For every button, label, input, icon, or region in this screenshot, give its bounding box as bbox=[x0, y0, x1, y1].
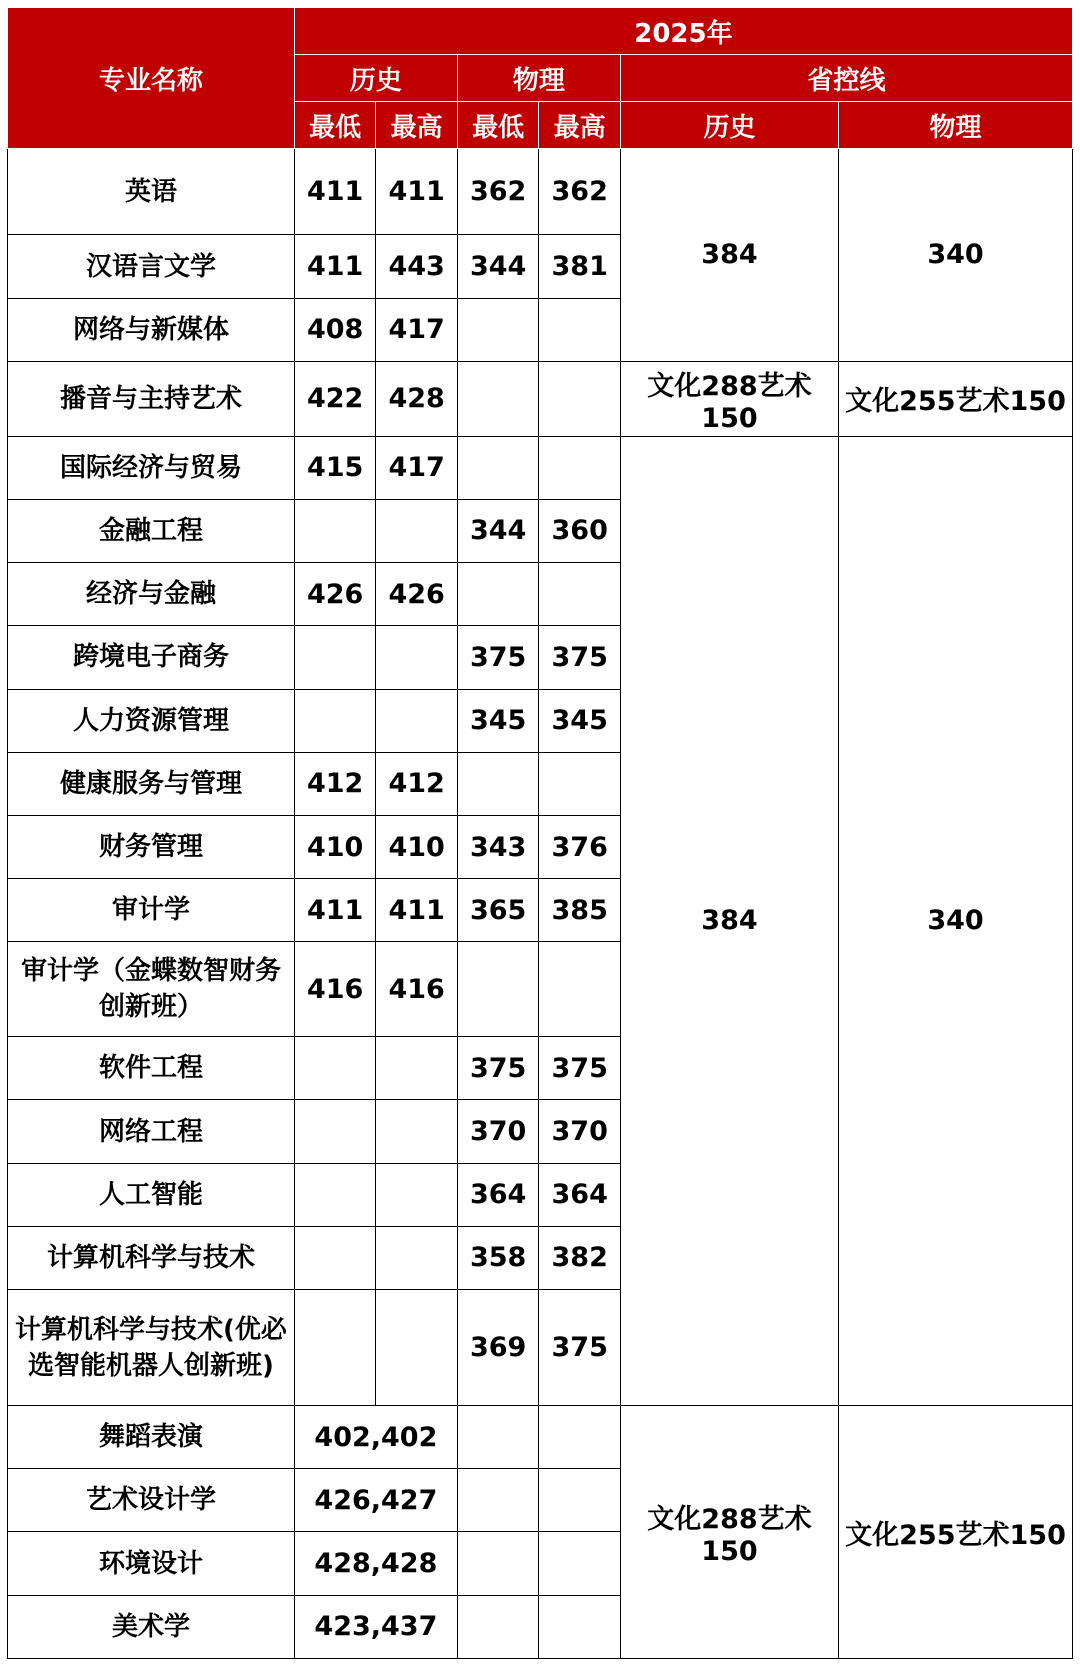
header-physics: 物理 bbox=[457, 55, 620, 102]
history-max: 443 bbox=[376, 235, 458, 298]
history-max: 417 bbox=[376, 298, 458, 361]
physics-min: 344 bbox=[457, 235, 539, 298]
history-max bbox=[376, 626, 458, 689]
history-max bbox=[376, 689, 458, 752]
major-name: 舞蹈表演 bbox=[8, 1406, 295, 1469]
history-scores: 428,428 bbox=[294, 1532, 457, 1595]
major-name: 网络与新媒体 bbox=[8, 298, 295, 361]
history-scores: 402,402 bbox=[294, 1406, 457, 1469]
major-name: 审计学（金蝶数智财务创新班） bbox=[8, 942, 295, 1037]
history-max bbox=[376, 1163, 458, 1226]
history-max: 417 bbox=[376, 436, 458, 499]
physics-max: 364 bbox=[539, 1163, 621, 1226]
history-min bbox=[294, 1100, 376, 1163]
history-max: 426 bbox=[376, 563, 458, 626]
control-history: 384 bbox=[620, 436, 838, 1405]
table-header bbox=[8, 8, 1073, 149]
control-history: 文化288艺术150 bbox=[620, 1406, 838, 1659]
physics-max: 385 bbox=[539, 879, 621, 942]
history-min: 411 bbox=[294, 149, 376, 235]
control-history: 文化288艺术150 bbox=[620, 361, 838, 436]
history-max: 428 bbox=[376, 361, 458, 436]
physics-min: 369 bbox=[457, 1290, 539, 1406]
physics-max bbox=[539, 1469, 621, 1532]
physics-min: 358 bbox=[457, 1226, 539, 1289]
physics-max: 370 bbox=[539, 1100, 621, 1163]
header-year: 2025年 bbox=[294, 8, 1072, 55]
physics-max bbox=[539, 436, 621, 499]
history-scores: 426,427 bbox=[294, 1469, 457, 1532]
table-row bbox=[8, 1406, 1073, 1469]
physics-max bbox=[539, 1406, 621, 1469]
major-name: 英语 bbox=[8, 149, 295, 235]
physics-min: 375 bbox=[457, 626, 539, 689]
major-name: 跨境电子商务 bbox=[8, 626, 295, 689]
major-name: 财务管理 bbox=[8, 815, 295, 878]
history-max bbox=[376, 1290, 458, 1406]
physics-min: 375 bbox=[457, 1037, 539, 1100]
physics-min bbox=[457, 1469, 539, 1532]
history-max bbox=[376, 1037, 458, 1100]
table-row bbox=[8, 361, 1073, 436]
major-name: 健康服务与管理 bbox=[8, 752, 295, 815]
physics-min bbox=[457, 298, 539, 361]
table-body bbox=[8, 149, 1073, 1659]
physics-max bbox=[539, 1595, 621, 1658]
history-min: 416 bbox=[294, 942, 376, 1037]
history-max bbox=[376, 1100, 458, 1163]
physics-min bbox=[457, 1595, 539, 1658]
history-min bbox=[294, 499, 376, 562]
physics-min: 344 bbox=[457, 499, 539, 562]
physics-max: 381 bbox=[539, 235, 621, 298]
physics-max bbox=[539, 361, 621, 436]
major-name: 美术学 bbox=[8, 1595, 295, 1658]
major-name: 经济与金融 bbox=[8, 563, 295, 626]
history-max bbox=[376, 499, 458, 562]
physics-min bbox=[457, 1406, 539, 1469]
physics-max: 375 bbox=[539, 1037, 621, 1100]
history-min: 410 bbox=[294, 815, 376, 878]
physics-min: 345 bbox=[457, 689, 539, 752]
history-max: 411 bbox=[376, 879, 458, 942]
header-history-min: 最低 bbox=[294, 102, 376, 149]
physics-max: 362 bbox=[539, 149, 621, 235]
major-name: 金融工程 bbox=[8, 499, 295, 562]
header-control-physics: 物理 bbox=[839, 102, 1073, 149]
major-name: 网络工程 bbox=[8, 1100, 295, 1163]
major-name: 人力资源管理 bbox=[8, 689, 295, 752]
physics-max: 382 bbox=[539, 1226, 621, 1289]
physics-max: 375 bbox=[539, 626, 621, 689]
table-row bbox=[8, 149, 1073, 235]
physics-min: 370 bbox=[457, 1100, 539, 1163]
physics-min bbox=[457, 942, 539, 1037]
history-max bbox=[376, 1226, 458, 1289]
history-min: 408 bbox=[294, 298, 376, 361]
history-max: 411 bbox=[376, 149, 458, 235]
history-min: 411 bbox=[294, 879, 376, 942]
physics-min bbox=[457, 752, 539, 815]
history-min bbox=[294, 1037, 376, 1100]
control-physics: 340 bbox=[839, 149, 1073, 362]
header-physics-max: 最高 bbox=[539, 102, 621, 149]
control-history: 384 bbox=[620, 149, 838, 362]
major-name: 环境设计 bbox=[8, 1532, 295, 1595]
physics-max: 345 bbox=[539, 689, 621, 752]
header-history-max: 最高 bbox=[376, 102, 458, 149]
physics-min bbox=[457, 563, 539, 626]
physics-max bbox=[539, 942, 621, 1037]
control-physics: 340 bbox=[839, 436, 1073, 1405]
physics-min: 362 bbox=[457, 149, 539, 235]
physics-min: 365 bbox=[457, 879, 539, 942]
history-min: 411 bbox=[294, 235, 376, 298]
table-row bbox=[8, 436, 1073, 499]
physics-max: 376 bbox=[539, 815, 621, 878]
header-history: 历史 bbox=[294, 55, 457, 102]
history-min bbox=[294, 689, 376, 752]
physics-max bbox=[539, 752, 621, 815]
history-min: 422 bbox=[294, 361, 376, 436]
physics-min: 364 bbox=[457, 1163, 539, 1226]
history-min bbox=[294, 1226, 376, 1289]
header-physics-min: 最低 bbox=[457, 102, 539, 149]
header-control-line: 省控线 bbox=[620, 55, 1072, 102]
physics-min bbox=[457, 1532, 539, 1595]
history-min bbox=[294, 626, 376, 689]
header-control-history: 历史 bbox=[620, 102, 838, 149]
major-name: 艺术设计学 bbox=[8, 1469, 295, 1532]
physics-max bbox=[539, 298, 621, 361]
physics-min bbox=[457, 436, 539, 499]
history-min: 412 bbox=[294, 752, 376, 815]
history-max: 416 bbox=[376, 942, 458, 1037]
history-scores: 423,437 bbox=[294, 1595, 457, 1658]
physics-min: 343 bbox=[457, 815, 539, 878]
major-name: 人工智能 bbox=[8, 1163, 295, 1226]
physics-max: 375 bbox=[539, 1290, 621, 1406]
history-min: 426 bbox=[294, 563, 376, 626]
history-max: 410 bbox=[376, 815, 458, 878]
major-name: 国际经济与贸易 bbox=[8, 436, 295, 499]
history-min: 415 bbox=[294, 436, 376, 499]
header-major-name: 专业名称 bbox=[8, 8, 295, 149]
physics-max: 360 bbox=[539, 499, 621, 562]
history-max: 412 bbox=[376, 752, 458, 815]
control-physics: 文化255艺术150 bbox=[839, 1406, 1073, 1659]
major-name: 审计学 bbox=[8, 879, 295, 942]
major-name: 软件工程 bbox=[8, 1037, 295, 1100]
history-min bbox=[294, 1290, 376, 1406]
control-physics: 文化255艺术150 bbox=[839, 361, 1073, 436]
major-name: 计算机科学与技术(优必选智能机器人创新班) bbox=[8, 1290, 295, 1406]
major-name: 计算机科学与技术 bbox=[8, 1226, 295, 1289]
history-min bbox=[294, 1163, 376, 1226]
physics-max bbox=[539, 1532, 621, 1595]
major-name: 汉语言文学 bbox=[8, 235, 295, 298]
major-name: 播音与主持艺术 bbox=[8, 361, 295, 436]
physics-max bbox=[539, 563, 621, 626]
score-table bbox=[7, 7, 1073, 1659]
physics-min bbox=[457, 361, 539, 436]
